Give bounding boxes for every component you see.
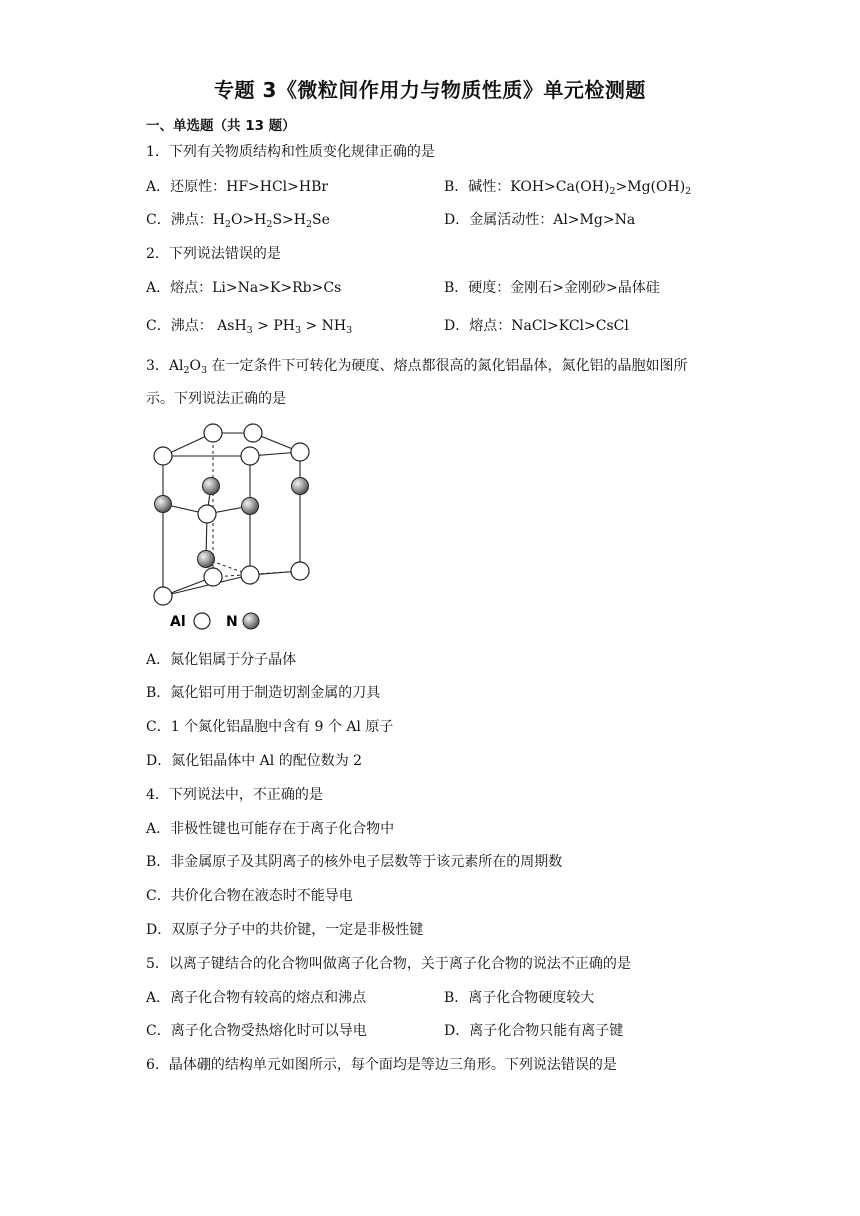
q2-option-d: D．熔点：NaCl>KCl>CsCl: [444, 318, 629, 334]
q6-stem: 6．晶体硼的结构单元如图所示，每个面均是等边三角形。下列说法错误的是: [146, 1057, 617, 1073]
q4-stem: 4．下列说法中，不正确的是: [146, 787, 323, 803]
q1-option-a: A．还原性：HF>HCl>HBr: [146, 179, 329, 195]
q5-option-b: B．离子化合物硬度较大: [444, 990, 595, 1006]
section-heading: 一、单选题（共 13 题）: [146, 118, 296, 134]
q3-stem-line2: 示。下列说法正确的是: [146, 391, 286, 407]
q4-option-a: A．非极性键也可能存在于离子化合物中: [146, 821, 395, 837]
legend-n-label: N: [226, 614, 238, 630]
q1-option-c: C．沸点：$H_2O>H_2S>H_2Se$: [146, 212, 330, 230]
aln-unit-cell-diagram: [146, 420, 326, 632]
q4-option-c: C．共价化合物在液态时不能导电: [146, 888, 353, 904]
q1-option-d: D．金属活动性：Al>Mg>Na: [444, 212, 636, 228]
q3-option-a: A．氮化铝属于分子晶体: [146, 652, 297, 668]
q5-option-c: C．离子化合物受热熔化时可以导电: [146, 1023, 367, 1039]
q3-option-b: B．氮化铝可用于制造切割金属的刀具: [146, 685, 381, 701]
q2-option-b: B．硬度：金刚石>金刚砂>晶体硅: [444, 280, 660, 296]
q2-stem: 2．下列说法错误的是: [146, 246, 281, 262]
q4-option-d: D．双原子分子中的共价键，一定是非极性键: [146, 922, 424, 938]
page-title: 专题 3《微粒间作用力与物质性质》单元检测题: [214, 78, 646, 102]
q2-option-c: C．沸点： $AsH_3 > PH_3 > NH_3$: [146, 318, 353, 336]
q5-option-d: D．离子化合物只能有离子键: [444, 1023, 624, 1039]
legend-al-label: Al: [170, 614, 186, 630]
q3-option-d: D．氮化铝晶体中 Al 的配位数为 2: [146, 753, 363, 769]
q4-option-b: B．非金属原子及其阴离子的核外电子层数等于该元素所在的周期数: [146, 854, 563, 870]
q3-stem-line1: 3．$Al_2O_3$ 在一定条件下可转化为硬度、熔点都很高的氮化铝晶体，氮化铝的晶胞如图所: [146, 358, 688, 376]
q5-option-a: A．离子化合物有较高的熔点和沸点: [146, 990, 367, 1006]
legend-n-symbol: [243, 613, 259, 629]
legend-al-symbol: [194, 613, 210, 629]
q1-stem: 1．下列有关物质结构和性质变化规律正确的是: [146, 144, 435, 160]
q2-option-a: A．熔点：Li>Na>K>Rb>Cs: [146, 280, 342, 296]
q5-stem: 5．以离子键结合的化合物叫做离子化合物，关于离子化合物的说法不正确的是: [146, 956, 631, 972]
q1-option-b: B．碱性：$KOH>Ca(OH)_2>Mg(OH)_2$: [444, 179, 692, 197]
q3-option-c: C．1 个氮化铝晶胞中含有 9 个 Al 原子: [146, 719, 394, 735]
